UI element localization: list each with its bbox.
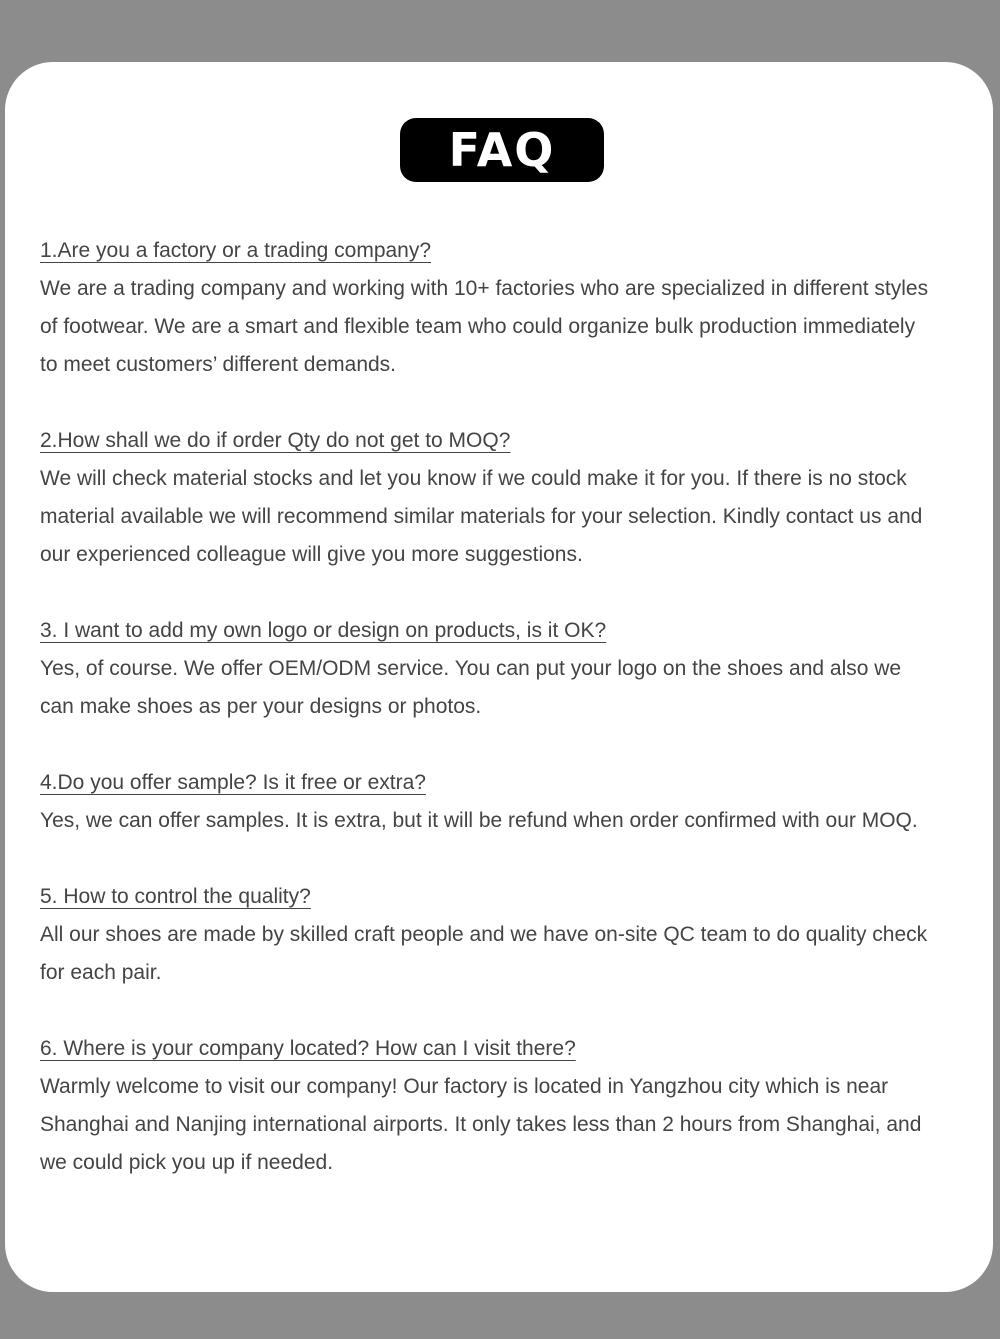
faq-item xyxy=(40,764,970,840)
faq-answer: Yes, we can offer samples. It is extra, but it will be refund when order confirmed with our MOQ. xyxy=(40,809,918,832)
faq-answer: We are a trading company and working with 10+ factories who are specialized in different styles of footwear. We are a smart and flexible team who could organize bulk production immediately to meet customers’ different demands. xyxy=(40,277,929,376)
faq-card xyxy=(5,62,993,1292)
faq-question: 5. How to control the quality? xyxy=(40,885,311,908)
faq-question: 1.Are you a factory or a trading company? xyxy=(40,239,432,262)
faq-item xyxy=(40,232,970,384)
faq-question: 2.How shall we do if order Qty do not get to MOQ? xyxy=(40,429,511,452)
faq-item xyxy=(40,612,970,726)
faq-item xyxy=(40,878,970,992)
faq-item xyxy=(40,1030,970,1182)
faq-answer: Yes, of course. We offer OEM/ODM service. You can put your logo on the shoes and also we can make shoes as per your designs or photos. xyxy=(40,657,902,718)
faq-list xyxy=(40,232,970,1220)
faq-answer: Warmly welcome to visit our company! Our factory is located in Yangzhou city which is near Shanghai and Nanjing international airports. It only takes less than 2 hours from Shanghai, and we could pick you up if needed. xyxy=(40,1075,922,1174)
faq-question: 4.Do you offer sample? Is it free or extra? xyxy=(40,771,426,794)
faq-title-badge xyxy=(400,118,604,182)
page-title: FAQ xyxy=(448,123,556,177)
faq-question: 6. Where is your company located? How can I visit there? xyxy=(40,1037,576,1060)
faq-question: 3. I want to add my own logo or design on products, is it OK? xyxy=(40,619,607,642)
faq-item xyxy=(40,422,970,574)
faq-answer: We will check material stocks and let you know if we could make it for you. If there is no stock material available we will recommend similar materials for your selection. Kindly contact us and our experienced colleague will give you more suggestions. xyxy=(40,467,923,566)
faq-answer: All our shoes are made by skilled craft people and we have on-site QC team to do quality check for each pair. xyxy=(40,923,928,984)
